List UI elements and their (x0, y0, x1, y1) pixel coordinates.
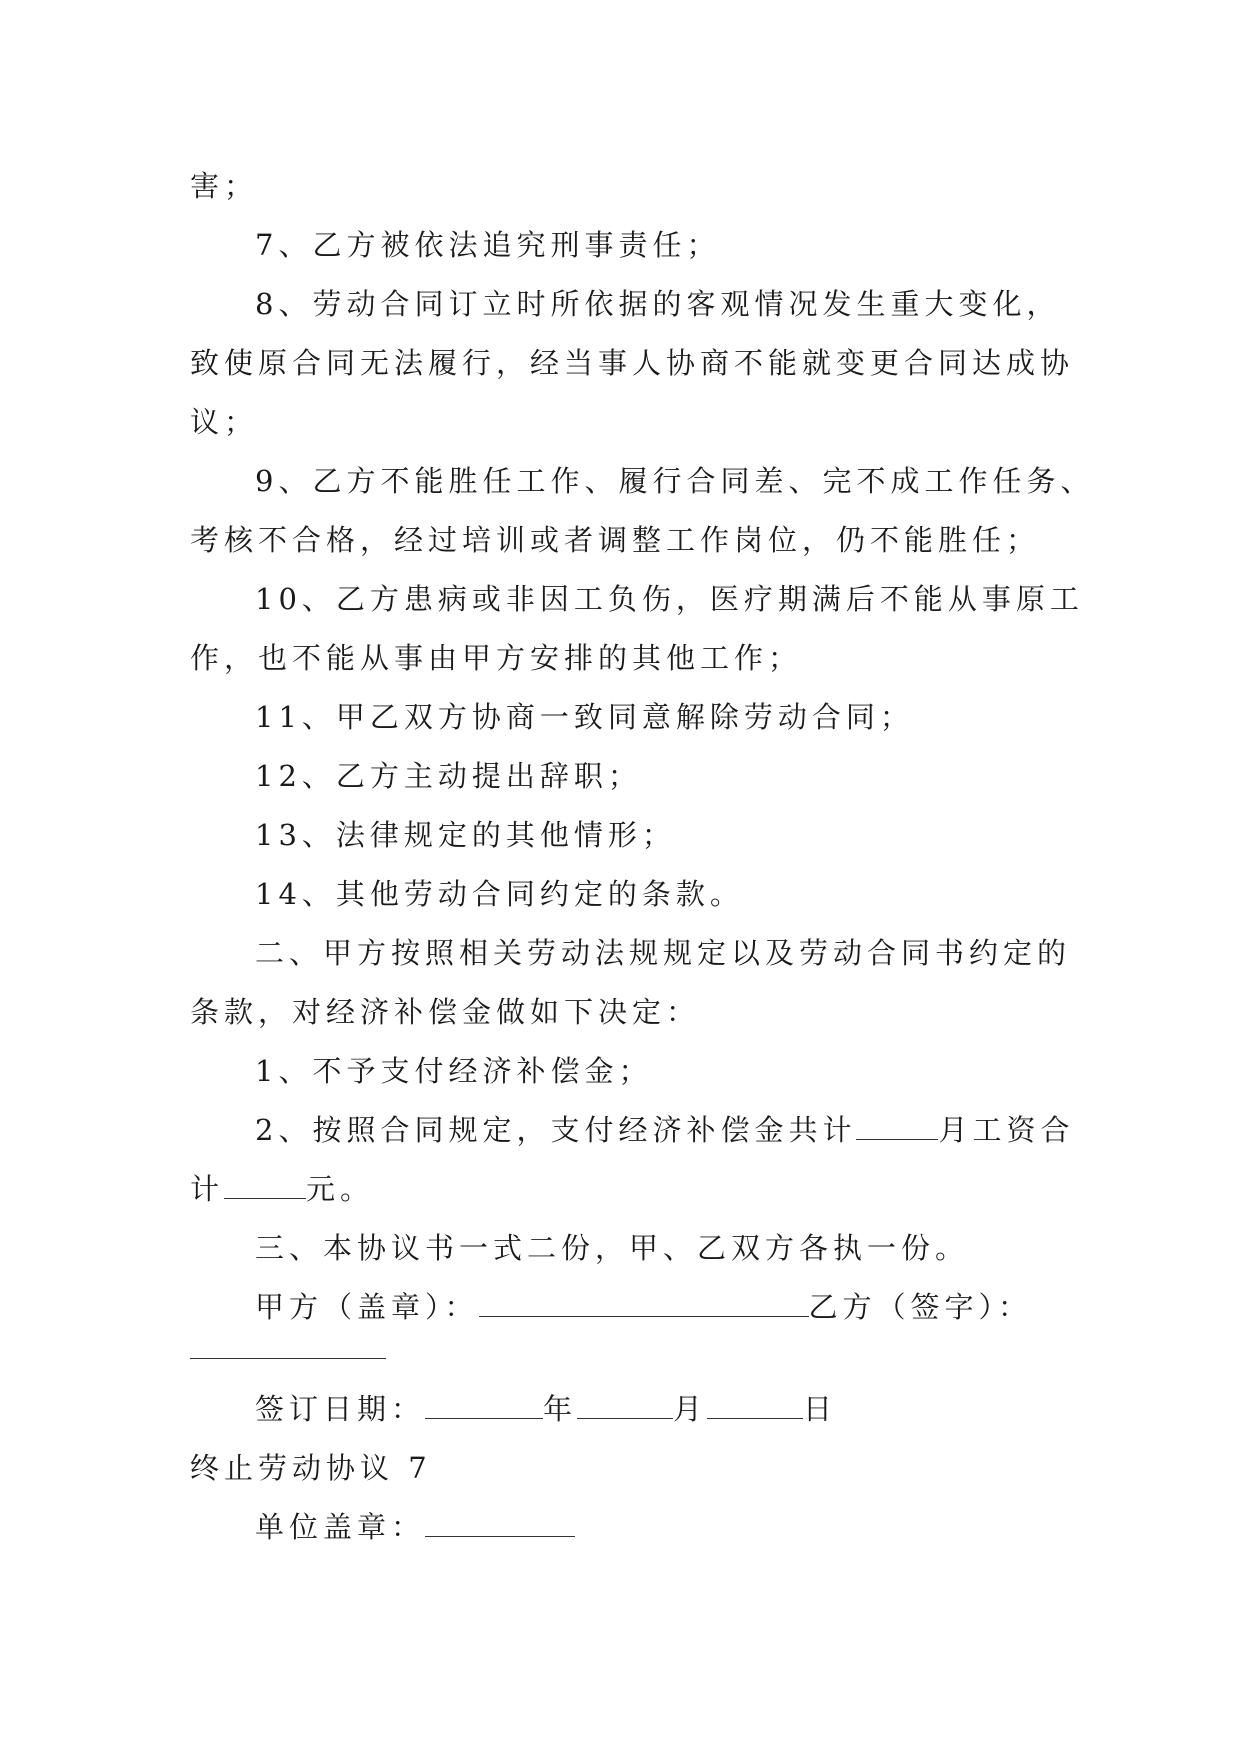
text-line: 8、劳动合同订立时所依据的客观情况发生重大变化， (255, 287, 1061, 321)
text-line: 14、其他劳动合同约定的条款。 (255, 877, 744, 911)
day-blank (707, 1392, 803, 1419)
compensation-line (0, 1110, 1241, 1150)
year-blank (425, 1392, 543, 1419)
text-line: 致使原合同无法履行，经当事人协商不能就变更合同达成协 (190, 346, 1075, 380)
month-label: 月 (673, 1392, 708, 1426)
text-line: 7、乙方被依法追究刑事责任； (255, 228, 721, 262)
year-label: 年 (543, 1392, 578, 1426)
text-line: 12、乙方主动提出辞职； (255, 759, 642, 793)
text-line: 9、乙方不能胜任工作、履行合同差、完不成工作任务、 (255, 464, 1095, 498)
day-label: 日 (803, 1392, 838, 1426)
compensation-months-suffix: 月工资合 (938, 1113, 1075, 1147)
unit-seal-blank (425, 1510, 575, 1537)
unit-seal-line (0, 1507, 1241, 1547)
party-b-label: 乙方（签字）： (808, 1290, 1033, 1324)
text-line: 议； (190, 405, 259, 439)
compensation-line2-suffix: 元。 (306, 1172, 375, 1206)
signature-line (0, 1287, 1241, 1327)
next-section-title: 终止劳动协议 7 (190, 1451, 432, 1485)
amount-blank (224, 1172, 306, 1199)
party-b-blank (190, 1358, 386, 1359)
clause-three: 三、本协议书一式二份，甲、乙双方各执一份。 (255, 1231, 970, 1265)
signing-date-label: 签订日期： (255, 1392, 426, 1426)
text-line: 条款，对经济补偿金做如下决定： (190, 995, 701, 1029)
party-a-blank (479, 1290, 809, 1317)
text-line: 二、甲方按照相关劳动法规规定以及劳动合同书约定的 (255, 936, 1072, 970)
compensation-line-2 (0, 1169, 1241, 1209)
text-line: 作，也不能从事由甲方安排的其他工作； (190, 641, 803, 675)
unit-seal-label: 单位盖章： (255, 1510, 426, 1544)
text-line: 13、法律规定的其他情形； (255, 818, 676, 852)
months-blank (856, 1113, 938, 1140)
text-line: 10、乙方患病或非因工负伤，医疗期满后不能从事原工 (255, 582, 1084, 616)
text-line: 考核不合格，经过培训或者调整工作岗位，仍不能胜任； (190, 523, 1041, 557)
text-line: 1、不予支付经济补偿金； (255, 1054, 653, 1088)
text-line: 害； (190, 169, 259, 203)
text-line: 11、甲乙双方协商一致同意解除劳动合同； (255, 700, 914, 734)
signing-date-line (0, 1389, 1241, 1429)
compensation-prefix: 2、按照合同规定，支付经济补偿金共计 (255, 1113, 857, 1147)
party-a-label: 甲方（盖章）： (255, 1290, 479, 1324)
compensation-line2-prefix: 计 (190, 1172, 225, 1206)
month-blank (577, 1392, 673, 1419)
